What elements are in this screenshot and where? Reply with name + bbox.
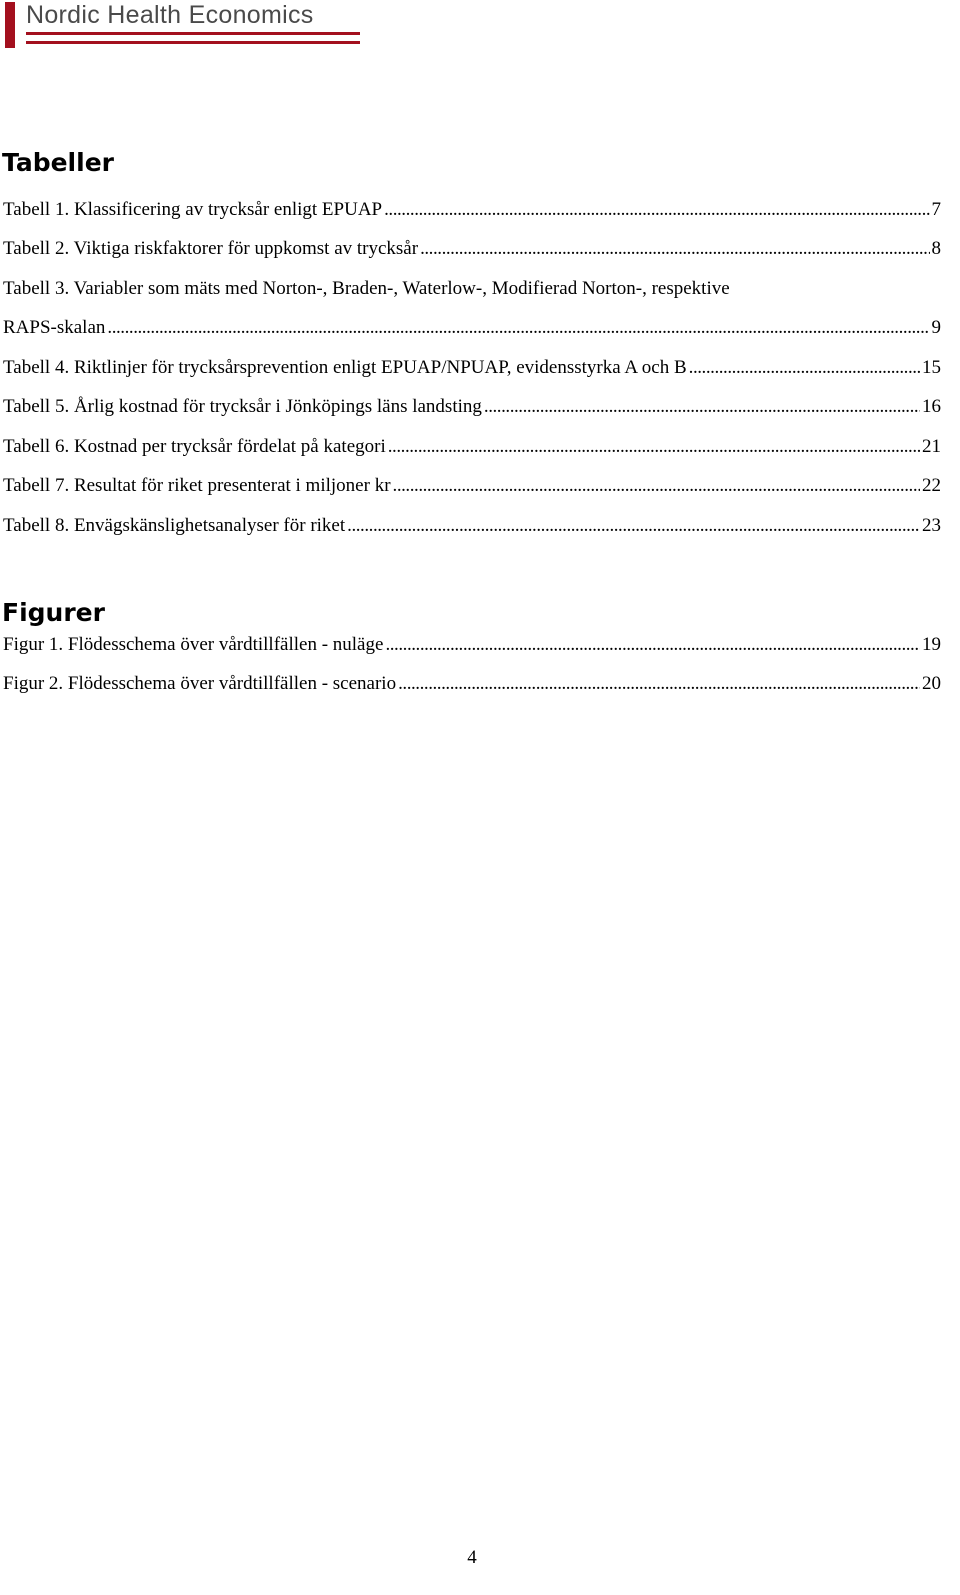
toc-entry-label: Tabell 5. Årlig kostnad för trycksår i Jönköpings läns landsting <box>3 396 482 417</box>
toc-entry-label: Figur 1. Flödesschema över vårdtillfällen - nuläge <box>3 634 384 655</box>
toc-entry-label: Tabell 6. Kostnad per trycksår fördelat på kategori <box>3 436 386 457</box>
toc-entry-page: 22 <box>922 475 941 496</box>
toc-entry-table-2[interactable] <box>3 237 941 261</box>
toc-entry-label: Figur 2. Flödesschema över vårdtillfällen - scenario <box>3 673 397 694</box>
toc-entry-table-4[interactable] <box>3 356 941 380</box>
toc-entry-figure-1[interactable] <box>3 633 941 657</box>
toc-entry-page: 16 <box>922 396 941 417</box>
toc-entry-page: 8 <box>931 238 941 259</box>
toc-leader-dots <box>388 435 920 459</box>
toc-leader-dots <box>484 395 920 419</box>
toc-leader-dots <box>347 514 920 538</box>
toc-leader-dots <box>385 633 920 657</box>
tables-heading: Tabeller <box>2 148 114 177</box>
toc-entry-label: Tabell 7. Resultat för riket presenterat i miljoner kr <box>3 475 391 496</box>
toc-entry-label: Tabell 4. Riktlinjer för trycksårsprevention enligt EPUAP/NPUAP, evidensstyrka A och B <box>3 357 687 378</box>
toc-entry-table-6[interactable] <box>3 435 941 459</box>
figures-heading: Figurer <box>2 598 105 627</box>
toc-entry-page: 19 <box>922 634 941 655</box>
toc-leader-dots <box>420 237 929 261</box>
toc-entry-page: 23 <box>922 515 941 536</box>
toc-entry-table-5[interactable] <box>3 395 941 419</box>
logo-underline-bottom <box>26 41 360 44</box>
toc-entry-page: 15 <box>922 357 941 378</box>
logo-text: Nordic Health Economics <box>26 1 314 29</box>
toc-entry-label: Tabell 8. Envägskänslighetsanalyser för riket <box>3 515 346 536</box>
toc-leader-dots <box>689 356 920 380</box>
toc-leader-dots <box>393 474 920 498</box>
toc-entry-label: Tabell 2. Viktiga riskfaktorer för uppkomst av trycksår <box>3 238 419 259</box>
toc-leader-dots <box>384 198 929 222</box>
toc-leader-dots <box>107 316 929 340</box>
toc-entry-page: 21 <box>922 436 941 457</box>
toc-entry-label: RAPS-skalan <box>3 317 106 338</box>
logo-underline-top <box>26 32 360 35</box>
toc-leader-dots <box>398 672 920 696</box>
toc-entry-figure-2[interactable] <box>3 672 941 696</box>
toc-entry-table-8[interactable] <box>3 514 941 538</box>
toc-entry-table-3-line1[interactable]: Tabell 3. Variabler som mäts med Norton-, Braden-, Waterlow-, Modifierad Norton-, respektive <box>3 278 730 299</box>
toc-entry-page: 20 <box>922 673 941 694</box>
page-number: 4 <box>467 1547 477 1568</box>
toc-entry-table-1[interactable] <box>3 198 941 222</box>
toc-entry-page: 9 <box>931 317 941 338</box>
logo <box>4 0 360 52</box>
toc-entry-label: Tabell 1. Klassificering av trycksår enligt EPUAP <box>3 199 383 220</box>
toc-entry-table-3[interactable] <box>3 316 941 340</box>
toc-entry-page: 7 <box>931 199 941 220</box>
toc-entry-table-7[interactable] <box>3 474 941 498</box>
logo-accent-bar <box>5 2 15 48</box>
